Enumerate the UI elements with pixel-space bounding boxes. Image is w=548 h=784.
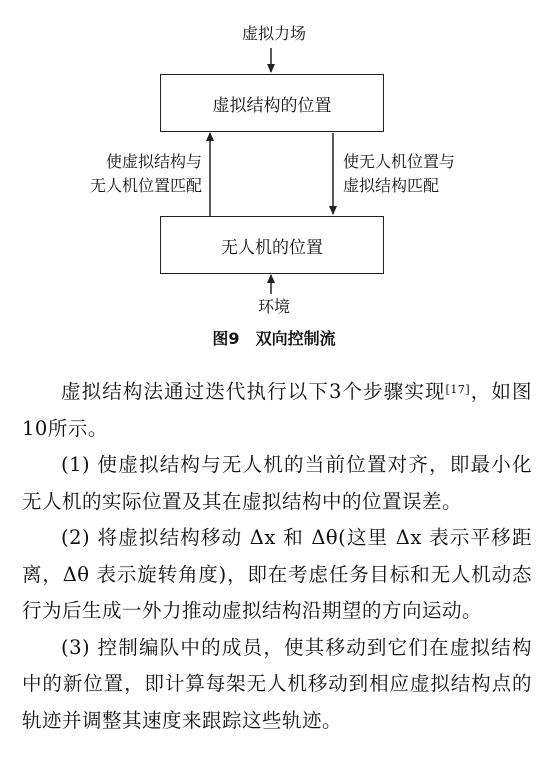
figure-number: 图9 [212, 329, 240, 348]
paragraph-intro [22, 374, 532, 447]
citation-ref: [17] [445, 383, 471, 396]
label-left-line1: 使虚拟结构与 [105, 152, 202, 171]
label-right-line1: 使无人机位置与 [343, 152, 456, 171]
label-right-match [343, 150, 455, 198]
flow-diagram [0, 0, 548, 360]
paragraph-intro-end: ，如图10所示。 [22, 380, 532, 440]
paragraph-step-1: (1) 使虚拟结构与无人机的当前位置对齐，即最小化无人机的实际位置及其在虚拟结构中的位置误差。 [22, 453, 532, 513]
box-virtual-structure-label: 虚拟结构的位置 [212, 95, 332, 116]
input-virtual-force: 虚拟力场 [241, 24, 306, 43]
box-uav-position [160, 216, 384, 274]
figure-title: 双向控制流 [255, 329, 336, 348]
paragraph-step-3: (3) 控制编队中的成员，使其移动到它们在虚拟结构中的新位置，即计算每架无人机移动到相应虚拟结构点的轨迹并调整其速度来跟踪这些轨迹。 [22, 635, 532, 732]
label-right-line2: 虚拟结构匹配 [343, 176, 440, 195]
box-uav-position-label: 无人机的位置 [221, 237, 323, 258]
input-environment: 环境 [257, 297, 290, 316]
label-left-line2: 无人机位置匹配 [89, 176, 202, 195]
label-left-match [82, 150, 202, 198]
box-virtual-structure [160, 74, 384, 132]
body-text [22, 374, 532, 739]
paragraph-step-2: (2) 将虚拟结构移动 Δx 和 Δθ(这里 Δx 表示平移距离，Δθ 表示旋转角度)，即在考虑任务目标和无人机动态行为后生成一外力推动虚拟结构沿期望的方向运动。 [22, 526, 532, 622]
paragraph-intro-text: 虚拟结构法通过迭代执行以下3个步骤实现 [61, 380, 446, 403]
figure-caption [0, 326, 548, 349]
